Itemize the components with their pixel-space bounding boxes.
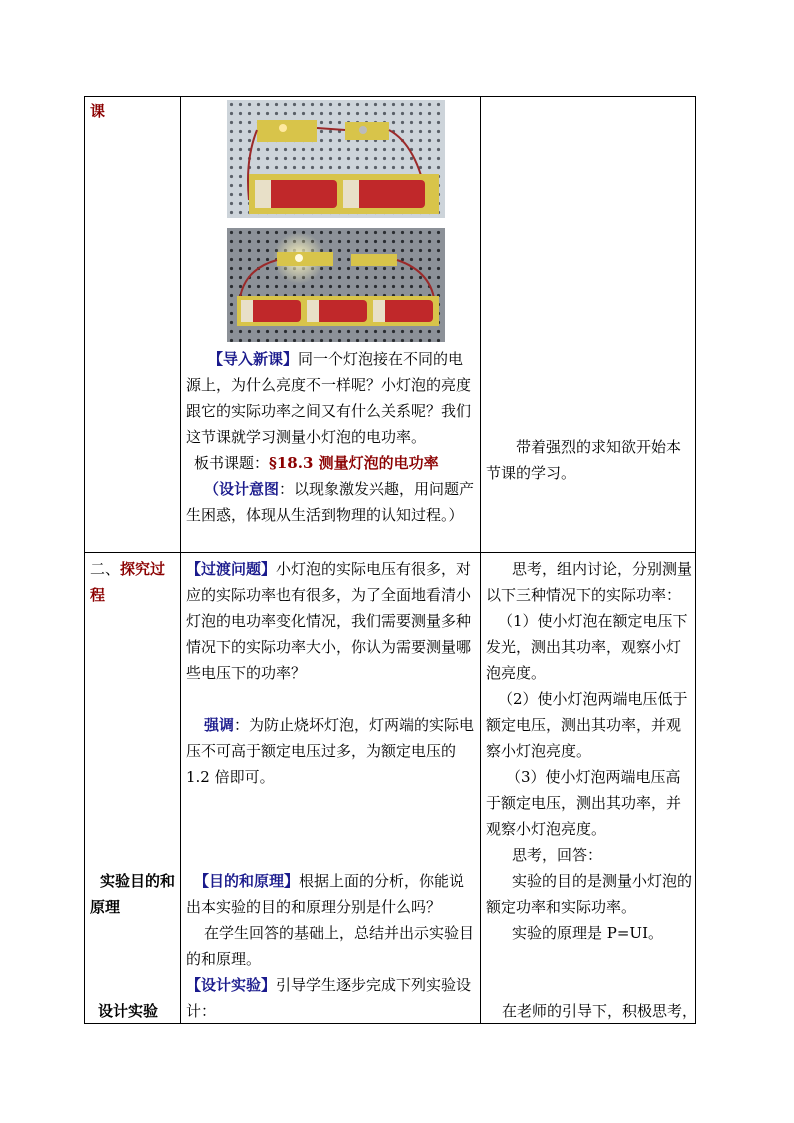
transition-text: 小灯泡的实际电压有很多，对应的实际功率也有很多，为了全面地看清小灯泡的电功率变化情况，我们需要测量多种情况下的实际功率大小，你认为需要测量哪些电压下的功率？ — [186, 560, 472, 682]
lesson-table — [84, 96, 696, 1024]
purpose-text: 根据上面的分析，你能说出本实验的目的和原理分别是什么吗？ — [186, 872, 465, 916]
intro-text: 同一个灯泡接在不同的电源上，为什么亮度不一样呢？小灯泡的亮度跟它的实际功率之间又有什么关系呢？我们这节课就学习测量小灯泡的电功率。 — [186, 350, 472, 446]
row-divider — [84, 552, 696, 553]
table-divider-1 — [180, 96, 181, 1024]
board-title: §18.3 测量灯泡的电功率 — [269, 454, 439, 472]
case-3: （3）使小灯泡两端电压高于额定电压，测出其功率，并观察小灯泡亮度。 — [486, 768, 682, 838]
table-border-left — [84, 96, 85, 1024]
transition-paragraph — [186, 556, 476, 686]
circuit-photo-two-batteries — [227, 100, 445, 218]
design-tag: 【设计实验】 — [186, 976, 277, 994]
student-intro-response: 带着强烈的求知欲开始本节课的学习。 — [486, 438, 682, 482]
case-2: （2）使小灯泡两端电压低于额定电压，测出其功率，并观察小灯泡亮度。 — [486, 690, 688, 760]
design-intent-tag: （设计意图 — [204, 480, 280, 498]
summary-text: 在学生回答的基础上，总结并出示实验目的和原理。 — [186, 924, 475, 968]
table-border-top — [84, 96, 696, 97]
purpose-label: 实验目的和原理 — [90, 872, 176, 916]
answer-title: 思考，回答： — [512, 846, 603, 864]
purpose-tag: 【目的和原理】 — [194, 872, 300, 890]
design-label: 设计实验 — [98, 1002, 159, 1020]
intro-paragraph — [186, 346, 476, 528]
table-divider-2 — [480, 96, 481, 1024]
row2-label — [90, 556, 176, 608]
emphasis-paragraph — [186, 712, 476, 790]
row2-label-prefix: 二、 — [90, 560, 121, 578]
purpose-paragraph — [186, 868, 476, 1024]
circuit-photo-three-batteries — [227, 228, 445, 342]
think-text: 思考，组内讨论，分别测量以下三种情况下的实际功率： — [486, 560, 693, 604]
intro-tag: 【导入新课】 — [208, 350, 299, 368]
row2-label-highlight: 探究过程 — [90, 560, 166, 604]
design-text: 引导学生逐步完成下列实验设计： — [186, 976, 472, 1020]
emphasis-tag: 强调 — [204, 716, 235, 734]
circuit-photo-1-svg — [227, 100, 445, 218]
row1-label: 课 — [90, 102, 106, 120]
purpose-answer: 实验的目的是测量小灯泡的额定功率和实际功率。 — [486, 872, 693, 916]
principle-answer: 实验的原理是 P=UI。 — [512, 924, 663, 942]
circuit-photo-2-svg — [227, 228, 445, 342]
student-explore-response — [486, 556, 692, 946]
design-answer: 在老师的引导下，积极思考， — [502, 1002, 698, 1020]
transition-tag: 【过渡问题】 — [186, 560, 277, 578]
table-border-right — [695, 96, 696, 1024]
design-intent-text: ：以现象激发兴趣，用问题产生困惑，体现从生活到物理的认知过程。） — [186, 480, 475, 524]
board-prefix: 板书课题： — [194, 454, 270, 472]
case-1: （1）使小灯泡在额定电压下发光，测出其功率，观察小灯泡亮度。 — [486, 612, 688, 682]
emphasis-text: ：为防止烧坏灯泡，灯两端的实际电压不可高于额定电压过多，为额定电压的 1.2 倍即可。 — [186, 716, 475, 786]
